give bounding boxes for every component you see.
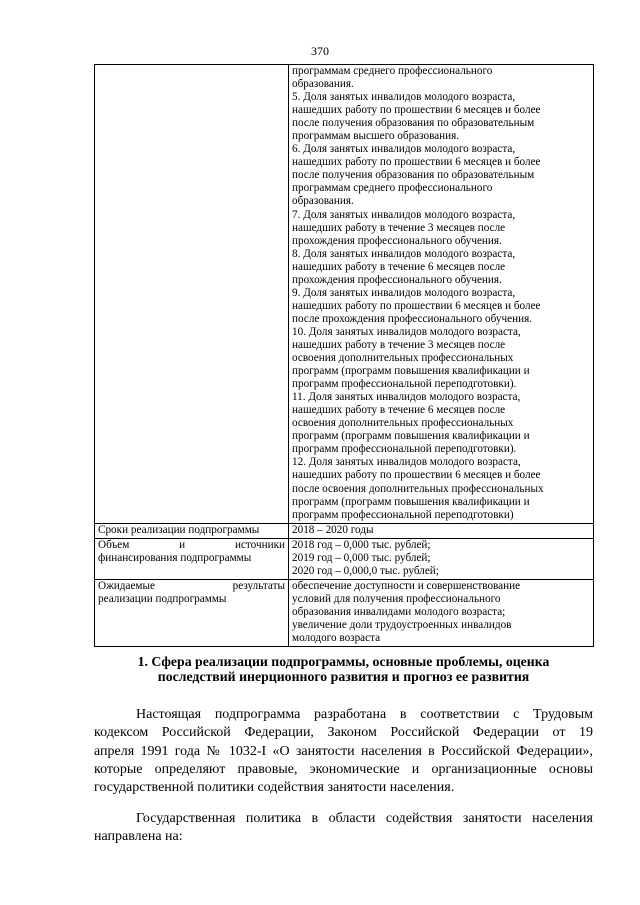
- funding-value-cell: [289, 538, 594, 579]
- paragraph-line: апреля 1991 года № 1032-I «О занятости населения в Российской Федерации»,: [94, 743, 593, 759]
- indicator-line: освоения дополнительных профессиональных: [292, 417, 514, 430]
- results-line: молодого возраста: [292, 632, 381, 645]
- indicator-line: после получения образования по образовательным: [292, 169, 535, 182]
- section-title-line2: последствий инерционного развития и прогноз ее развития: [157, 668, 530, 684]
- indicator-line: 9. Доля занятых инвалидов молодого возраста,: [292, 286, 516, 299]
- indicator-line: программ профессиональной переподготовки).: [292, 443, 517, 456]
- indicator-line: программ профессиональной переподготовки).: [292, 378, 517, 391]
- indicator-line: нашедших работу по прошествии 6 месяцев и более: [292, 299, 541, 312]
- page-number: 370: [311, 44, 329, 58]
- indicator-line: нашедших работу по прошествии 6 месяцев и более: [292, 156, 541, 169]
- paragraph-line: направлена на:: [94, 829, 183, 845]
- table-row-funding: [95, 538, 594, 579]
- indicator-line: нашедших работу в течение 6 месяцев после: [292, 404, 506, 417]
- subprogram-passport-table: [94, 64, 594, 647]
- indicator-line: 8. Доля занятых инвалидов молодого возраста,: [292, 247, 516, 260]
- indicator-line: после получения образования по образовательным: [292, 117, 535, 130]
- table-row-timeline: [95, 523, 594, 538]
- indicator-line: после прохождения профессионального обучения.: [292, 312, 533, 325]
- indicator-line: 10. Доля занятых инвалидов молодого возраста,: [292, 325, 521, 338]
- paragraph-state-policy: [94, 810, 593, 847]
- indicator-line: после освоения дополнительных профессиональных: [292, 482, 544, 495]
- indicator-line: программ (программ повышения квалификации и: [292, 495, 530, 508]
- indicator-line: образования.: [292, 195, 354, 208]
- results-line: условий для получения профессионального: [292, 592, 501, 605]
- indicators-list: [292, 65, 590, 522]
- results-line: образования инвалидами молодого возраста;: [292, 605, 506, 618]
- timeline-label: Сроки реализации подпрограммы: [95, 523, 289, 538]
- results-value-cell: [289, 579, 594, 646]
- indicator-line: программам среднего профессионального: [292, 182, 493, 195]
- indicator-line: программ профессиональной переподготовки): [292, 508, 514, 521]
- table-row-results: [95, 579, 594, 646]
- results-lines: [292, 580, 590, 645]
- indicator-line: программам среднего профессионального: [292, 65, 493, 77]
- indicators-label-cell: [95, 65, 289, 524]
- indicator-line: нашедших работу в течение 3 месяцев после: [292, 221, 506, 234]
- indicator-line: программ (программ повышения квалификации и: [292, 365, 530, 378]
- paragraph-legal-basis: [94, 706, 593, 797]
- indicator-line: освоения дополнительных профессиональных: [292, 352, 514, 365]
- results-label-cell: [95, 579, 289, 646]
- indicator-line: прохождения профессионального обучения.: [292, 234, 502, 247]
- results-label-line2: реализации подпрограммы: [98, 592, 227, 605]
- indicator-line: 7. Доля занятых инвалидов молодого возраста,: [292, 208, 516, 221]
- funding-label-cell: [95, 538, 289, 579]
- indicator-line: программ (программ повышения квалификации и: [292, 430, 530, 443]
- indicator-line: образования.: [292, 78, 354, 91]
- section-title-line1: 1. Сфера реализации подпрограммы, основные проблемы, оценка: [137, 654, 550, 669]
- indicator-line: 11. Доля занятых инвалидов молодого возраста,: [292, 391, 521, 404]
- indicators-value-cell: [289, 65, 594, 524]
- timeline-value: 2018 – 2020 годы: [289, 523, 594, 538]
- funding-line: 2018 год – 0,000 тыс. рублей;: [292, 538, 431, 551]
- results-label-line1: Ожидаемые результаты: [98, 579, 285, 592]
- indicator-line: нашедших работу в течение 3 месяцев после: [292, 338, 506, 351]
- funding-lines: [292, 539, 590, 578]
- paragraph-line: Настоящая подпрограмма разработана в соответствии с Трудовым: [136, 707, 593, 722]
- results-line: обеспечение доступности и совершенствование: [292, 579, 521, 592]
- paragraph-line: Государственная политика в области содействия занятости населения: [136, 811, 593, 826]
- funding-label-line1: Объем и источники: [98, 538, 285, 551]
- indicator-line: нашедших работу в течение 6 месяцев после: [292, 260, 506, 273]
- indicator-line: нашедших работу по прошествии 6 месяцев и более: [292, 104, 541, 117]
- indicator-line: 12. Доля занятых инвалидов молодого возраста,: [292, 456, 521, 469]
- paragraph-line: кодексом Российской Федерации, Законом Российской Федерации от 19: [94, 725, 593, 741]
- indicator-line: 5. Доля занятых инвалидов молодого возраста,: [292, 91, 516, 104]
- funding-line: 2019 год – 0,000 тыс. рублей;: [292, 551, 431, 564]
- indicator-line: 6. Доля занятых инвалидов молодого возраста,: [292, 143, 516, 156]
- funding-label-line2: финансирования подпрограммы: [98, 551, 252, 564]
- paragraph-line: которые определяют правовые, экономические и организационные основы: [94, 761, 593, 777]
- table-row-indicators: [95, 65, 594, 524]
- section-title: [94, 655, 593, 684]
- results-line: увеличение доли трудоустроенных инвалидов: [292, 618, 512, 631]
- indicator-line: программам высшего образования.: [292, 130, 460, 143]
- paragraph-line: государственной политики содействия занятости населения.: [94, 780, 455, 796]
- funding-line: 2020 год – 0,000,0 тыс. рублей;: [292, 564, 439, 577]
- indicator-line: прохождения профессионального обучения.: [292, 273, 502, 286]
- indicator-line: нашедших работу по прошествии 6 месяцев и более: [292, 469, 541, 482]
